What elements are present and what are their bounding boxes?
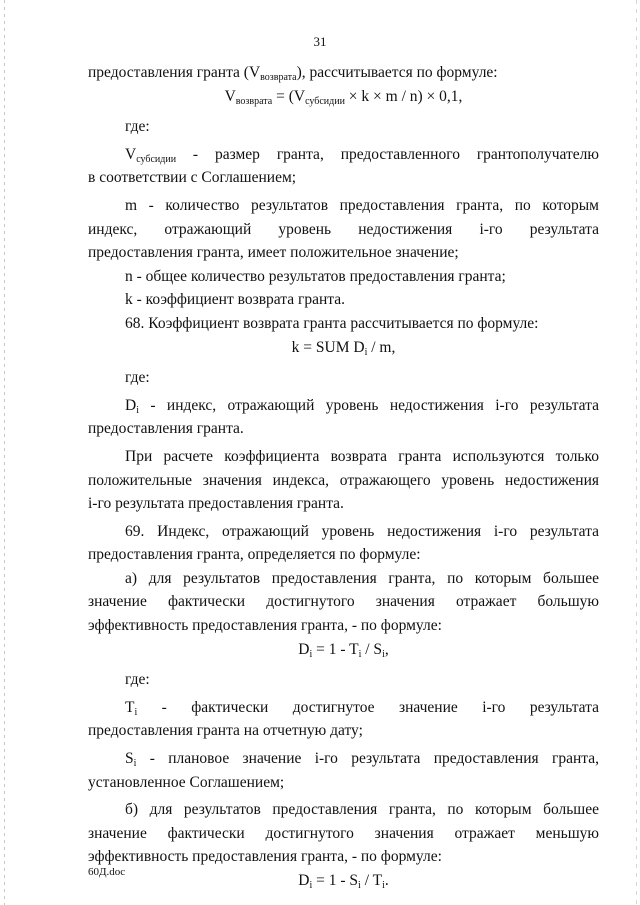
text-line: предоставления гранта.	[88, 420, 244, 438]
text-line: предоставления гранта, имеет положительное значение;	[88, 244, 459, 262]
text-line: m - количество результатов предоставления гранта, по которым	[125, 196, 599, 214]
text-line: где:	[125, 671, 150, 689]
text-line: $T_i$ - фактически достигнутое значение i-го результата	[125, 698, 599, 718]
text-line: При расчете коэффициента возврата гранта используются только	[125, 447, 599, 465]
text-line: эффективность предоставления гранта, - по формуле:	[88, 617, 442, 635]
text-line: где:	[125, 369, 150, 387]
text-line: в соответствии с Соглашением;	[88, 169, 297, 187]
text-line: значение фактически достигнутого значения отражает большую	[88, 593, 599, 611]
text-line: предоставления гранта $(V_{возврата})$, рассчитывается по формуле:	[88, 64, 498, 83]
text-line: i-го результата предоставления гранта.	[88, 495, 344, 513]
text-line: а) для результатов предоставления гранта, по которым большее	[125, 569, 599, 587]
text-line: положительные значения индекса, отражающего уровень недостижения	[88, 471, 599, 489]
formula-d-a: $D_i = 1 - T_i / S_i$,	[298, 640, 389, 660]
text-line: установленное Соглашением;	[88, 773, 285, 791]
text-line: n - общее количество результатов предоставления гранта;	[125, 267, 506, 285]
text-line: индекс, отражающий уровень недостижения i-го результата	[88, 220, 599, 238]
formula-d-b: $D_i = 1 - S_i / T_i$.	[298, 872, 389, 891]
text-line: где:	[125, 118, 150, 136]
text-line: $D_i$ - индекс, отражающий уровень недостижения i-го результата	[125, 396, 599, 416]
page-number: 31	[313, 34, 327, 49]
footer-filename: 60Д.doc	[88, 866, 126, 878]
document-body	[88, 61, 599, 893]
text-line: эффективность предоставления гранта, - по формуле:	[88, 848, 442, 866]
section-68-heading: 68. Коэффициент возврата гранта рассчитывается по формуле:	[125, 314, 539, 332]
formula-k: k = SUM $D_i$ / m,	[291, 338, 396, 358]
text-line: k - коэффициент возврата гранта.	[125, 291, 345, 309]
text-line: $S_i$ - плановое значение i-го результата предоставления гранта,	[125, 750, 599, 770]
text-line: предоставления гранта, определяется по формуле:	[88, 546, 421, 564]
scan-edge-left	[4, 0, 5, 905]
scan-edge-right	[636, 0, 637, 905]
text-line: б) для результатов предоставления гранта, по которым большее	[125, 801, 599, 819]
section-69-heading: 69. Индекс, отражающий уровень недостижения i-го результата	[125, 522, 599, 540]
formula-v-return: $V_{возврата} = (V_{субсидии} \times k \times m / n) \times 0,1$,	[224, 87, 463, 107]
text-line: предоставления гранта на отчетную дату;	[88, 722, 363, 740]
text-line: $V_{субсидии}$ - размер гранта, предоставленного грантополучателю	[125, 145, 599, 165]
text-line: значение фактически достигнутого значения отражает меньшую	[88, 824, 599, 842]
